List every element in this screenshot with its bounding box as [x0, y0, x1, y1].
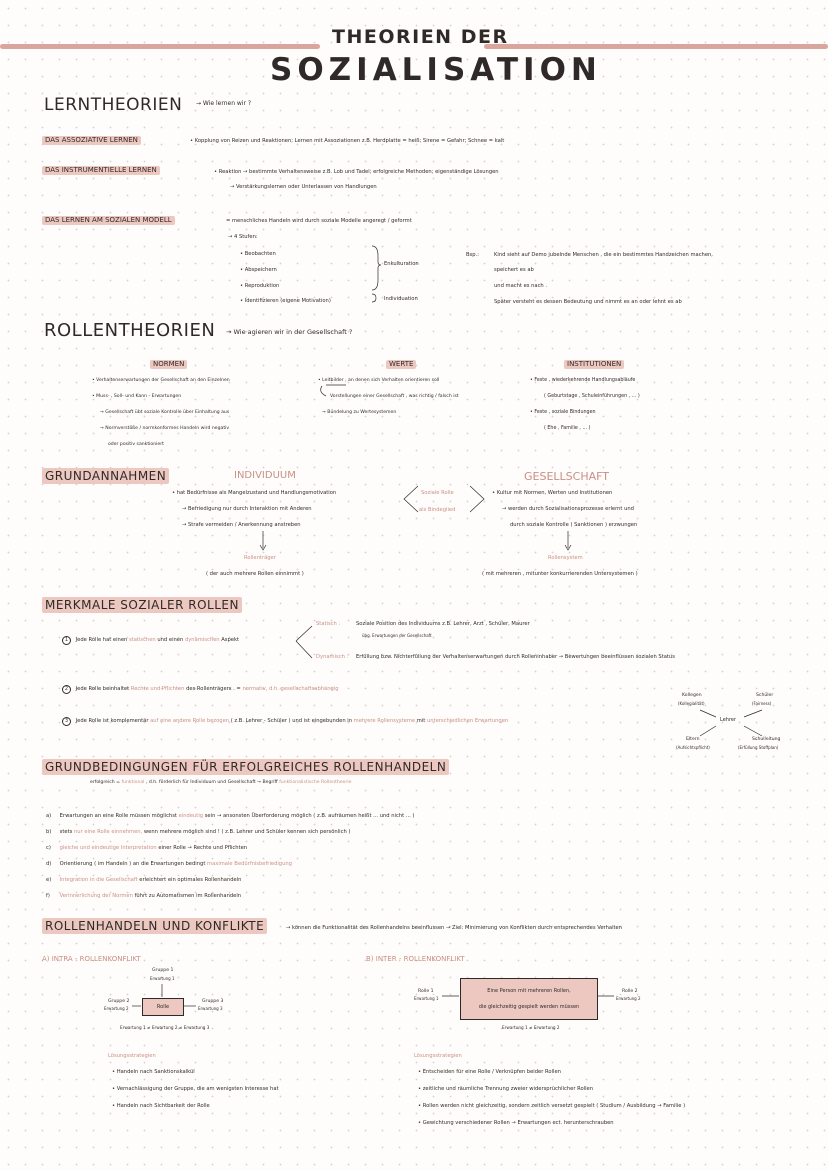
- rollensystem-label: Rollensystem: [548, 555, 583, 561]
- bracket-right-mid: [470, 486, 484, 512]
- inst-line-3: • Feste , soziale Bindungen: [530, 410, 596, 415]
- diagram-schueler-sub: (Fairness): [752, 701, 772, 706]
- sozial-text-1: = menschliches Handeln wird durch soziale Modelle angeregt / geformt: [226, 218, 412, 224]
- enkulturation-label: Enkulturation: [384, 261, 419, 267]
- intra-g1: Gruppe 1: [152, 968, 174, 973]
- merkmal-1-pre: Jede Rolle hat einen: [75, 637, 128, 643]
- bed-item-d-key: d): [46, 861, 52, 867]
- diagram-eltern-sub: (Aufsichtspflicht): [676, 745, 710, 750]
- bed-item-f-key: f): [46, 893, 50, 899]
- sozial-bsp-1: Kind sieht auf Demo jubelnde Menschen , die ein bestimmtes Handzeichen machen,: [494, 252, 713, 258]
- statisch-sub: übg. Erwartungen der Gesellschaft: [362, 633, 432, 638]
- merkmal-1-dynamisch: dynamischen: [184, 637, 220, 643]
- merkmal-2-pre: Jede Rolle beinhaltet: [75, 686, 130, 692]
- merkmal-3-mid: ( z.B. Lehrer - Schüler ) und ist eingebunden in: [230, 718, 352, 724]
- merkmal-1-number: 1: [62, 636, 71, 645]
- bed-item-e-post: erleichtert ein optimales Rollenhandeln: [139, 877, 242, 883]
- sozial-bsp-4: Später versteht es dessen Bedeutung und nimmt es an oder lehnt es ab: [494, 299, 682, 305]
- gesellschaft-label: GESELLSCHAFT: [524, 470, 609, 483]
- konf-heading: ROLLENHANDELN UND KONFLIKTE: [42, 918, 267, 934]
- title-line-1: THEORIEN DER: [332, 26, 509, 48]
- werte-label: WERTE: [386, 360, 416, 369]
- merkmal-1-statisch: statischen: [128, 637, 156, 643]
- bed-sub-mid: , d.h. förderlich für Individuum und Gesellschaft → Begriff: [145, 780, 278, 785]
- ges-line-2: → werden durch Sozialisationsprozesse erlernt und: [502, 506, 634, 512]
- diagram-kollegen: Kollegen: [682, 693, 702, 698]
- diagram-line-eltern: [700, 726, 716, 736]
- diagram-line-schueler: [744, 710, 762, 717]
- indiv-line-3: → Strafe vermeiden / Anerkennung anstreben: [182, 522, 301, 528]
- arrow-werte: [321, 386, 326, 396]
- inter-e2: Erwartung 2: [616, 996, 641, 1001]
- bed-item-f-pink: Verinnerlichung der Normen: [59, 893, 133, 899]
- bed-item-b-pink: nur eine Rolle einnehmen,: [73, 829, 143, 835]
- normen-line-1: • Verhaltenserwartungen der Gesellschaft an den Einzelnen: [92, 378, 230, 383]
- sozial-step-1: • Beobachten: [240, 251, 276, 257]
- bed-item-e-key: e): [46, 877, 52, 883]
- indiv-line-1: • hat Bedürfnisse als Mangelzustand und Handlungsmotivation: [172, 490, 337, 496]
- rollen-question: → Wie agieren wir in der Gesellschaft ?: [226, 328, 353, 336]
- merkmal-2-mid: des Rollenträgers . =: [186, 686, 241, 692]
- bed-item-a-pink: eindeutig: [178, 813, 204, 819]
- diagram-eltern: Eltern: [686, 737, 700, 742]
- intra-g3: Gruppe 3: [202, 999, 224, 1004]
- ges-line-3: durch soziale Kontrolle ( Sanktionen ) erzwungen: [510, 522, 638, 528]
- inter-strat-4: • Gewichtung verschiedener Rollen → Erwartungen ect. herunterschrauben: [418, 1120, 614, 1126]
- konf-text: → können die Funktionalität des Rollenhandelns beeinflussen → Ziel: Minimierung von Konflikten durch entsprechendes Verhalten: [286, 925, 623, 931]
- intra-conflict: Erwartung 1 ≠ Erwartung 2 ≠ Erwartung 3: [120, 1025, 210, 1030]
- bed-item-f-post: führt zu Automatismen im Rollenhandeln: [134, 893, 242, 899]
- inst-line-4: ( Ehe , Familie , ... ): [544, 426, 591, 431]
- brace-individuation: [372, 294, 376, 302]
- merkmale-heading: MERKMALE SOZIALER ROLLEN: [42, 597, 242, 613]
- aspect-fork: [296, 626, 312, 658]
- normen-label: NORMEN: [150, 360, 187, 369]
- bed-item-b-pre: stets: [59, 829, 73, 835]
- inter-strat-2: • zeitliche und räumliche Trennung zweier widersprüchlicher Rollen: [418, 1086, 594, 1092]
- inst-line-2: ( Geburtstage , Schuleinführungen , ... ): [544, 394, 640, 399]
- diagram-schueler: Schüler: [756, 693, 774, 698]
- intra-strat-1: • Handeln nach Sanktionskalkül: [112, 1069, 195, 1075]
- werte-line-3: → Bündelung zu Wertesystemen: [322, 410, 397, 415]
- individuation-label: Individuation: [384, 296, 418, 302]
- bed-item-a-key: a): [46, 813, 52, 819]
- intra-e3: Erwartung 3: [198, 1006, 223, 1011]
- bed-item-a-pre: Erwartungen an eine Rolle müssen möglichst: [59, 813, 177, 819]
- inter-box-line-2: die gleichzeitig gespielt werden müssen: [478, 1004, 580, 1010]
- inter-r2: Rolle 2: [622, 989, 638, 994]
- intra-g2: Gruppe 2: [108, 999, 130, 1004]
- intra-strat-3: • Handeln nach Sichtbarkeit der Rolle: [112, 1103, 210, 1109]
- inter-strat-3: • Rollen werden nicht gleichzeitig, sondern zeitlich versetzt gespielt ( Studium / Ausbildung → Familie ): [418, 1103, 686, 1109]
- merkmal-2-pink: Rechte und Pflichten: [130, 686, 185, 692]
- bed-item-e-pink: Integration in die Gesellschaft: [59, 877, 138, 883]
- bed-item-d-pink: maximale Bedürfnisbefriedigung: [207, 861, 292, 867]
- bed-item-c-post: einer Rolle → Rechte und Pflichten: [158, 845, 248, 851]
- bed-item-c-key: c): [46, 845, 51, 851]
- werte-line-1: • Leitbilder , an denen sich Verhalten orientieren soll: [318, 378, 440, 383]
- rollensystem-sub: ( mit mehreren , mitunter konkurrierenden Untersystemen ): [482, 571, 638, 577]
- rollen-heading: ROLLENTHEORIEN: [44, 320, 216, 341]
- title-line-2: SOZIALISATION: [270, 52, 602, 88]
- soziale-rolle-1: Soziale Rolle: [421, 490, 454, 496]
- inter-conflict: Erwartung 1 ≠ Erwartung 2: [502, 1025, 560, 1030]
- inter-e1: Erwartung 1: [414, 996, 439, 1001]
- sozial-bsp-2: speichert es ab: [494, 267, 534, 273]
- normen-line-5: oder positiv sanktioniert: [108, 442, 164, 447]
- institutionen-label: INSTITUTIONEN: [564, 360, 624, 369]
- bed-sub-pink2: funktionalistische Rollentheorie: [279, 780, 352, 785]
- merkmal-3-mid2: mit: [416, 718, 426, 724]
- diagram-schulleitung-sub: (Erfüllung Stoffplan): [738, 745, 779, 750]
- merkmal-3-pre: Jede Rolle ist komplementär: [75, 718, 149, 724]
- merkmal-1-und: und einen: [157, 637, 184, 643]
- lern-question: → Wie lernen wir ?: [196, 100, 252, 107]
- sozial-label: DAS LERNEN AM SOZIALEN MODELL: [42, 216, 175, 225]
- ges-line-1: • Kultur mit Normen, Werten und Institutionen: [492, 490, 613, 496]
- sozial-text-2: → 4 Stufen:: [228, 234, 258, 240]
- normen-line-4: → Normverstöße / normkonformes Handeln wird negativ: [100, 426, 230, 431]
- bracket-left-mid: [404, 486, 418, 512]
- instr-text-2: → Verstärkungslernen oder Unterlassen von Handlungen: [230, 184, 377, 190]
- bed-item-b-post: wenn mehrere möglich sind ! ( z.B. Lehrer und Schüler kennen sich persönlich ): [143, 829, 351, 835]
- bed-sub-pink: funktional: [121, 780, 145, 785]
- instr-label: DAS INSTRUMENTIELLE LERNEN: [42, 166, 160, 175]
- inter-strat-label: Lösungsstrategien: [414, 1053, 462, 1059]
- soziale-rolle-2: als Bindeglied: [419, 507, 456, 513]
- diagram-kollegen-sub: (Kollegialität): [678, 701, 705, 706]
- inter-strat-1: • Entscheiden für eine Rolle / Verknüpfen beider Rollen: [418, 1069, 561, 1075]
- individuum-label: INDIVIDUUM: [234, 470, 296, 481]
- sozial-step-3: • Reproduktion: [240, 283, 280, 289]
- normen-line-2: • Muss- , Soll- und Kann - Erwartungen: [92, 394, 182, 399]
- bed-item-c-pink: gleiche und eindeutige Interpretation: [59, 845, 157, 851]
- diagram-line-kollegen: [700, 710, 716, 717]
- bed-sub-pre: erfolgreich =: [90, 780, 120, 785]
- grund-heading: GRUNDANNAHMEN: [42, 468, 169, 484]
- merkmal-2-number: 2: [62, 685, 71, 694]
- inter-label: B) INTER - ROLLENKONFLIKT: [366, 955, 465, 963]
- normen-line-3: → Gesellschaft übt soziale Kontrolle über Einhaltung aus: [100, 410, 230, 415]
- statisch-text: Soziale Position des Individuums z.B. Lehrer, Arzt , Schüler, Maurer: [356, 621, 530, 627]
- statisch-label: Statisch :: [316, 621, 341, 627]
- sozial-step-4: • Identifizieren (eigene Motivation): [240, 298, 331, 304]
- intra-label: A) INTRA - ROLLENKONFLIKT: [42, 955, 141, 963]
- merkmal-1-post: Aspekt: [221, 637, 240, 643]
- merkmal-3-number: 3: [62, 717, 71, 726]
- sozial-bsp-3: und macht es nach .: [494, 283, 548, 289]
- merkmal-2-pink2: normativ, d.h. gesellschaftsabhängig: [242, 686, 339, 692]
- intra-rolle-box: Rolle: [142, 998, 184, 1016]
- bed-item-d-pre: Orientierung ( im Handeln ) an die Erwartungen bedingt: [59, 861, 206, 867]
- inter-box-line-1: Eine Person mit mehreren Rollen,: [487, 988, 571, 994]
- brace-enkulturation: [372, 246, 381, 290]
- inst-line-1: • Feste , wiederkehrende Handlungsabläufe: [530, 378, 636, 383]
- intra-strat-label: Lösungsstrategien: [108, 1053, 156, 1059]
- indiv-line-2: → Befriedigung nur durch Interaktion mit Anderen: [182, 506, 312, 512]
- rollentraeger-sub: ( der auch mehrere Rollen einnimmt ): [206, 571, 304, 577]
- sozial-bsp-label: Bsp.:: [466, 252, 479, 258]
- lern-heading: LERNTHEORIEN: [44, 95, 183, 115]
- merkmal-3-pink: auf eine andere Rolle bezogen: [150, 718, 230, 724]
- intra-e2: Erwartung 2: [104, 1006, 129, 1011]
- assoz-text: • Kopplung von Reizen und Reaktionen; Lernen mit Assoziationen z.B. Herdplatte = heiß; Sirene = Gefahr; Schnee = kalt: [190, 138, 505, 144]
- sozial-step-2: • Abspeichern: [240, 267, 277, 273]
- merkmal-3-pink2: mehrere Rollensysteme: [353, 718, 416, 724]
- bed-heading: GRUNDBEDINGUNGEN FÜR ERFOLGREICHES ROLLENHANDELN: [42, 759, 449, 775]
- bed-item-b-key: b): [46, 829, 52, 835]
- diagram-line-schulleitung: [744, 726, 762, 736]
- assoz-label: DAS ASSOZIATIVE LERNEN: [42, 136, 141, 145]
- werte-line-2: Vorstellungen einer Gesellschaft , was richtig / falsch ist: [330, 394, 459, 399]
- intra-e1: Erwartung 1: [150, 976, 175, 981]
- instr-text-1: • Reaktion → bestimmte Verhaltensweise z.B. Lob und Tadel; erfolgreiche Methoden; eigenständige Lösungen: [214, 169, 499, 175]
- merkmal-3-pink3: unterschiedlichen Erwartungen: [426, 718, 509, 724]
- bed-item-a-post: sein → ansonsten Überforderung möglich ( z.B. aufräumen heißt ... und nicht ... ): [204, 813, 415, 819]
- rollentraeger-label: Rollenträger: [244, 555, 276, 561]
- inter-r1: Rolle 1: [418, 989, 434, 994]
- dynamisch-text: Erfüllung bzw. Nichterfüllung der Verhaltenserwartungen durch Rolleninhaber → Bewertungen beeinflussen sozialen Status: [356, 654, 675, 660]
- diagram-schulleitung: Schulleitung: [752, 737, 781, 742]
- dynamisch-label: Dynamisch :: [316, 654, 349, 660]
- diagram-center: Lehrer: [720, 717, 737, 723]
- intra-strat-2: • Vernachlässigung der Gruppe, die am wenigsten Interesse hat: [112, 1086, 279, 1092]
